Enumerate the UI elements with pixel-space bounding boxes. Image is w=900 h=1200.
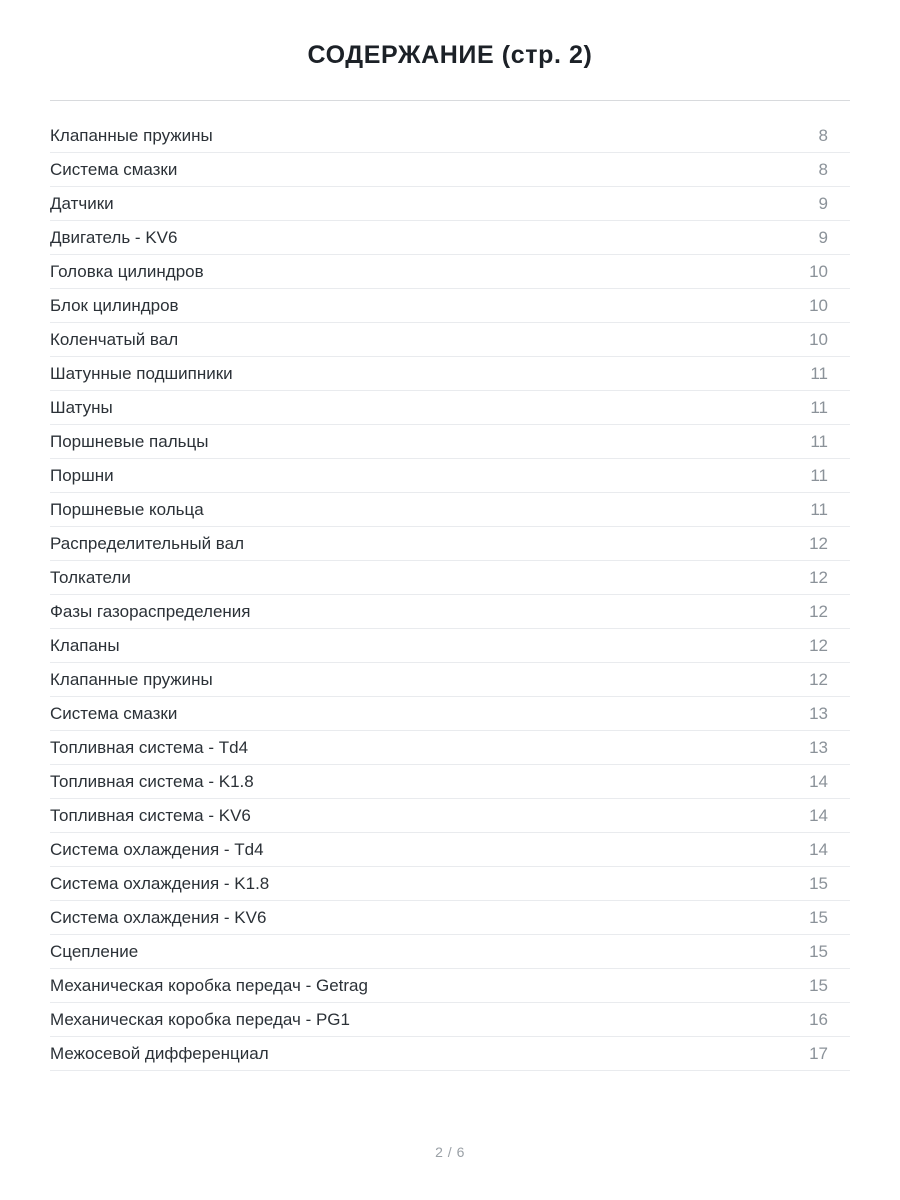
toc-entry-label: Сцепление bbox=[50, 941, 139, 961]
toc-entry[interactable] bbox=[50, 731, 850, 765]
toc-entry-page: 13 bbox=[809, 703, 828, 723]
toc-entry[interactable] bbox=[50, 459, 850, 493]
toc-entry-page: 9 bbox=[818, 193, 828, 213]
toc-entry-page: 11 bbox=[810, 499, 828, 519]
toc-entry[interactable] bbox=[50, 901, 850, 935]
toc-entry-label: Шатунные подшипники bbox=[50, 363, 233, 383]
toc-entry-page: 12 bbox=[809, 635, 828, 655]
toc-entry-label: Система смазки bbox=[50, 159, 178, 179]
toc-entry-label: Клапанные пружины bbox=[50, 125, 213, 145]
toc-entry-label: Система смазки bbox=[50, 703, 178, 723]
toc-entry[interactable] bbox=[50, 595, 850, 629]
toc-entry-label: Механическая коробка передач - PG1 bbox=[50, 1009, 350, 1029]
toc-entry-label: Толкатели bbox=[50, 567, 131, 587]
toc-entry[interactable] bbox=[50, 357, 850, 391]
toc-entry-page: 15 bbox=[809, 941, 828, 961]
toc-entry[interactable] bbox=[50, 697, 850, 731]
toc-entry-page: 15 bbox=[809, 907, 828, 927]
toc-entry-page: 13 bbox=[809, 737, 828, 757]
toc-entry[interactable] bbox=[50, 663, 850, 697]
toc-entry-page: 10 bbox=[809, 261, 828, 281]
toc-entry[interactable] bbox=[50, 799, 850, 833]
toc-entry-label: Топливная система - K1.8 bbox=[50, 771, 254, 791]
toc-entry-label: Система охлаждения - Td4 bbox=[50, 839, 264, 859]
toc-entry[interactable] bbox=[50, 153, 850, 187]
toc-entry-page: 12 bbox=[809, 567, 828, 587]
toc-entry-page: 17 bbox=[809, 1043, 828, 1063]
toc-list bbox=[50, 119, 850, 1071]
toc-entry-label: Датчики bbox=[50, 193, 114, 213]
toc-entry-label: Распределительный вал bbox=[50, 533, 244, 553]
toc-entry-label: Система охлаждения - K1.8 bbox=[50, 873, 270, 893]
page-number-indicator: 2 / 6 bbox=[435, 1144, 465, 1160]
toc-entry-page: 12 bbox=[809, 669, 828, 689]
toc-entry-page: 11 bbox=[810, 465, 828, 485]
toc-entry[interactable] bbox=[50, 391, 850, 425]
toc-entry[interactable] bbox=[50, 561, 850, 595]
toc-entry[interactable] bbox=[50, 1003, 850, 1037]
toc-entry-page: 11 bbox=[810, 363, 828, 383]
toc-entry[interactable] bbox=[50, 629, 850, 663]
toc-entry[interactable] bbox=[50, 425, 850, 459]
toc-entry-label: Двигатель - KV6 bbox=[50, 227, 178, 247]
toc-entry-page: 16 bbox=[809, 1009, 828, 1029]
toc-entry-page: 9 bbox=[818, 227, 828, 247]
toc-entry[interactable] bbox=[50, 765, 850, 799]
toc-entry-page: 10 bbox=[809, 329, 828, 349]
toc-entry-page: 12 bbox=[809, 601, 828, 621]
toc-entry-label: Клапаны bbox=[50, 635, 120, 655]
toc-entry[interactable] bbox=[50, 833, 850, 867]
title-divider bbox=[50, 100, 850, 101]
toc-entry-label: Топливная система - KV6 bbox=[50, 805, 251, 825]
toc-entry-page: 11 bbox=[810, 397, 828, 417]
toc-entry-label: Межосевой дифференциал bbox=[50, 1043, 269, 1063]
toc-entry-page: 10 bbox=[809, 295, 828, 315]
toc-entry[interactable] bbox=[50, 221, 850, 255]
toc-entry-page: 14 bbox=[809, 805, 828, 825]
toc-entry[interactable] bbox=[50, 119, 850, 153]
toc-entry-label: Поршни bbox=[50, 465, 114, 485]
toc-entry[interactable] bbox=[50, 527, 850, 561]
toc-entry-label: Поршневые пальцы bbox=[50, 431, 209, 451]
toc-entry-label: Шатуны bbox=[50, 397, 113, 417]
toc-entry[interactable] bbox=[50, 493, 850, 527]
toc-entry[interactable] bbox=[50, 255, 850, 289]
toc-entry-label: Коленчатый вал bbox=[50, 329, 179, 349]
toc-entry-page: 8 bbox=[818, 125, 828, 145]
toc-entry-label: Блок цилиндров bbox=[50, 295, 179, 315]
toc-entry-label: Фазы газораспределения bbox=[50, 601, 251, 621]
toc-entry[interactable] bbox=[50, 935, 850, 969]
toc-entry-page: 11 bbox=[810, 431, 828, 451]
toc-entry-page: 14 bbox=[809, 839, 828, 859]
toc-entry[interactable] bbox=[50, 289, 850, 323]
toc-entry-page: 12 bbox=[809, 533, 828, 553]
toc-entry-page: 15 bbox=[809, 873, 828, 893]
toc-entry-label: Клапанные пружины bbox=[50, 669, 213, 689]
toc-entry-page: 15 bbox=[809, 975, 828, 995]
toc-entry[interactable] bbox=[50, 969, 850, 1003]
toc-entry-label: Механическая коробка передач - Getrag bbox=[50, 975, 368, 995]
toc-entry-page: 8 bbox=[818, 159, 828, 179]
page-title: СОДЕРЖАНИЕ (стр. 2) bbox=[307, 41, 593, 69]
toc-entry-page: 14 bbox=[809, 771, 828, 791]
toc-entry-label: Система охлаждения - KV6 bbox=[50, 907, 267, 927]
toc-entry[interactable] bbox=[50, 187, 850, 221]
toc-entry-label: Топливная система - Td4 bbox=[50, 737, 249, 757]
toc-entry[interactable] bbox=[50, 867, 850, 901]
toc-entry-label: Поршневые кольца bbox=[50, 499, 204, 519]
toc-entry[interactable] bbox=[50, 1037, 850, 1071]
toc-entry-label: Головка цилиндров bbox=[50, 261, 204, 281]
toc-entry[interactable] bbox=[50, 323, 850, 357]
